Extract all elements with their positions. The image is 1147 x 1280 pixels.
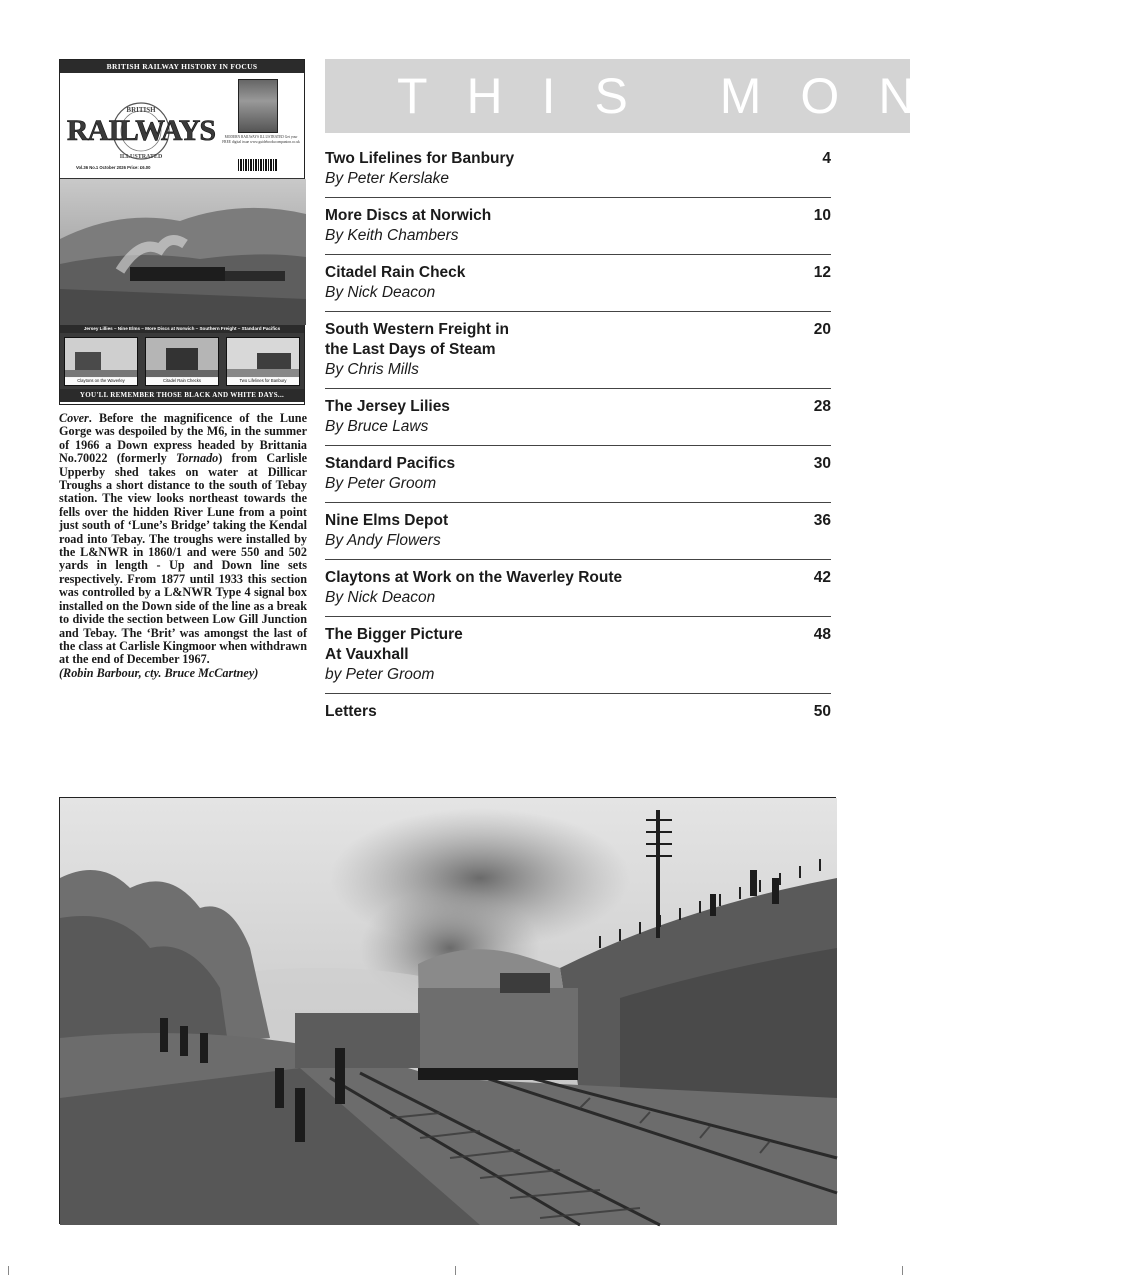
cover-thumb-caption: Claytons on the Waverley [65,377,137,385]
toc-page-number: 28 [813,398,831,415]
logo-arc-top: BRITISH [126,106,156,114]
toc-author: By Peter Groom [325,475,437,492]
toc-page-number: 50 [813,703,831,720]
cover-thumb [145,337,219,386]
cover-photo [60,179,304,325]
contents-list [325,141,831,730]
page-title: THIS MONTH' [397,68,1147,124]
header-band [325,59,1147,133]
toc-item[interactable] [325,389,831,446]
caption-text-a: . Before the magnificence of the Lune Gorge was despoiled by the M6, in the summer of 1966 a Down express headed by Brittania No.70022 (formerly [59,411,307,466]
crop-mark [455,1266,456,1275]
cover-thumb-caption: Citadel Rain Checks [146,377,218,385]
toc-author: By Bruce Laws [325,418,429,435]
toc-title: Letters [325,703,377,720]
toc-page-number: 48 [813,626,831,643]
cover-issue-line: Vol.36 No.1 October 2026 Price: £6.00 [76,165,151,170]
mini-magazine-icon [238,79,278,133]
toc-title: Claytons at Work on the Waverley Route [325,569,623,586]
cover-small-print: MODERN RAILWAYS ILLUSTRATED Get your FREE digital issue www.guidebookscompanion.co.uk [222,135,300,144]
caption-lead: Cover [59,411,89,425]
toc-item[interactable] [325,503,831,560]
caption-loco-name: Tornado [176,451,219,466]
toc-page-number: 4 [822,150,831,167]
toc-author: By Peter Kerslake [325,170,450,187]
barcode-icon [238,159,278,171]
toc-item[interactable] [325,255,831,312]
logo-arc-bottom: ILLUSTRATED [119,154,163,160]
toc-page-number: 30 [813,455,831,472]
caption-text-b: ) from Carlisle Upperby shed takes on water at Dillicar Troughs a short distance to the south of Tebay station. The view looks northeast towards the fells over the hidden River Lune from a point just south of ‘Lune’s Bridge’ taking the Kendal road into Tebay. The troughs were installed by the L&NWR in 1860/1 and were 550 and 502 yards in length - Up and Down line sets respectively. From 1877 until 1933 this section was controlled by a L&NWR Type 4 signal box installed on the Down side of the line as a break to divide the section between Low Gill Junction and Tebay. The ‘Brit’ was amongst the last of the class at Carlisle Kingmoor when withdrawn at the end of December 1967. [59,451,308,667]
toc-author: By Keith Chambers [325,227,459,244]
toc-title: The Bigger Picture At Vauxhall [325,626,463,663]
toc-page-number: 20 [813,321,831,338]
main-photo [59,797,836,1224]
toc-title: More Discs at Norwich [325,207,492,224]
cover-thumbnail [59,59,305,405]
cover-thumb [64,337,138,386]
toc-author: By Chris Mills [325,361,419,378]
toc-page-number: 10 [813,207,831,224]
toc-item[interactable] [325,694,831,730]
toc-page-number: 12 [813,264,831,281]
cover-bottom-banner: YOU'LL REMEMBER THOSE BLACK AND WHITE DAYS... [60,389,304,402]
toc-item[interactable] [325,141,831,198]
toc-item[interactable] [325,312,831,389]
toc-author: by Peter Groom [325,666,435,683]
cover-caption [59,412,307,680]
toc-title: South Western Freight in the Last Days of Steam [325,321,509,358]
cover-top-banner: BRITISH RAILWAY HISTORY IN FOCUS [60,60,304,73]
cover-thumb-caption: Two Lifelines for Banbury [227,377,299,385]
toc-title: Citadel Rain Check [325,264,466,281]
toc-item[interactable] [325,560,831,617]
cover-masthead [60,73,304,179]
toc-page-number: 42 [813,569,831,586]
toc-author: By Andy Flowers [325,532,441,549]
cover-caption-text [59,412,307,667]
toc-page-number: 36 [813,512,831,529]
toc-title: Standard Pacifics [325,455,456,472]
logo-word: RAILWAYS [66,114,216,147]
railway-scene-illustration [60,798,837,1225]
toc-author: By Nick Deacon [325,284,436,301]
cover-thumb [226,337,300,386]
cover-strapline: Jersey Lillies – Nine Elms – More Discs at Norwich – Southern Freight – Standard Pacifics [60,325,304,333]
toc-title: The Jersey Lilies [325,398,450,415]
railways-logo-icon [66,97,216,161]
toc-title: Two Lifelines for Banbury [325,150,515,167]
crop-mark [8,1266,9,1275]
cover-thumbnails-row [60,333,304,389]
toc-title: Nine Elms Depot [325,512,449,529]
toc-item[interactable] [325,446,831,503]
toc-item[interactable] [325,198,831,255]
toc-author: By Nick Deacon [325,589,436,606]
crop-mark [902,1266,903,1275]
toc-item[interactable] [325,617,831,694]
caption-credit: (Robin Barbour, cty. Bruce McCartney) [59,665,259,680]
